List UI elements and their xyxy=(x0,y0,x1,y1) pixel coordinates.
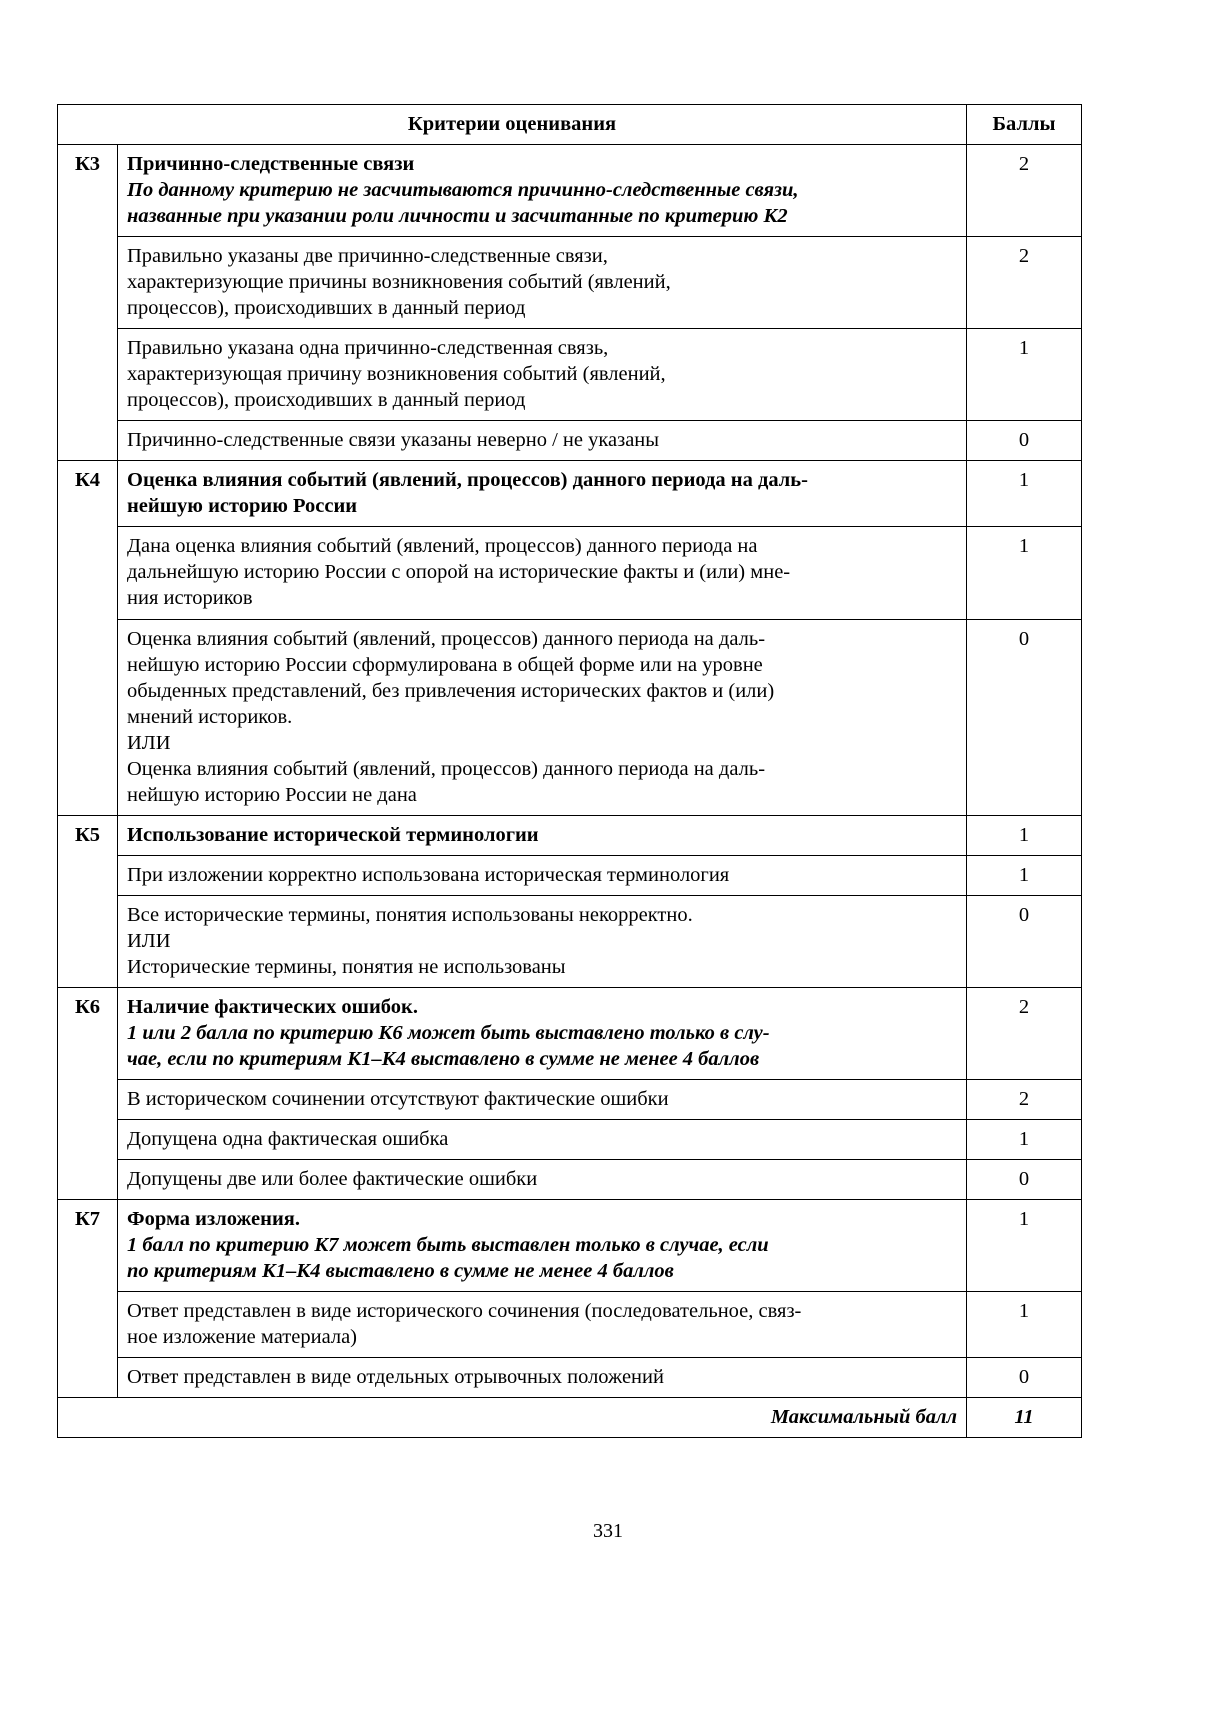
description-line: чае, если по критериям К1–К4 выставлено в сумме не менее 4 баллов xyxy=(127,1047,760,1070)
description-line: характеризующие причины возникновения событий (явлений, xyxy=(127,271,671,294)
description-line: процессов), происходивших в данный период xyxy=(127,389,526,412)
criterion-description xyxy=(118,461,967,527)
description-line: названные при указании роли личности и засчитанные по критерию К2 xyxy=(127,205,788,228)
table-row xyxy=(58,237,1082,329)
criterion-score: 1 xyxy=(967,1200,1082,1292)
criterion-code: К6 xyxy=(58,987,118,1199)
description-line: процессов), происходивших в данный период xyxy=(127,297,526,320)
table-row xyxy=(58,145,1082,237)
description-line: нейшую историю России не дана xyxy=(127,783,417,806)
criterion-score: 1 xyxy=(967,461,1082,527)
description-line: нейшую историю России сформулирована в общей форме или на уровне xyxy=(127,653,763,676)
criterion-score: 0 xyxy=(967,619,1082,815)
description-line: ИЛИ xyxy=(127,731,171,754)
description-line: Оценка влияния событий (явлений, процессов) данного периода на даль- xyxy=(127,757,766,780)
criterion-description xyxy=(118,1292,967,1358)
criterion-score: 0 xyxy=(967,1358,1082,1398)
table-row xyxy=(58,421,1082,461)
criterion-score: 1 xyxy=(967,329,1082,421)
description-line: Оценка влияния событий (явлений, процессов) данного периода на даль- xyxy=(127,469,808,492)
description-line: Ответ представлен в виде отдельных отрывочных положений xyxy=(127,1366,664,1389)
description-line: Правильно указана одна причинно-следственная связь, xyxy=(127,337,609,360)
description-line: Допущены две или более фактические ошибки xyxy=(127,1168,538,1191)
description-line: ИЛИ xyxy=(127,929,171,952)
total-score: 11 xyxy=(967,1398,1082,1438)
criterion-code: К4 xyxy=(58,461,118,815)
criterion-description xyxy=(118,237,967,329)
criterion-description xyxy=(118,329,967,421)
description-line: Допущена одна фактическая ошибка xyxy=(127,1128,449,1150)
criterion-score: 1 xyxy=(967,1292,1082,1358)
table-header xyxy=(58,105,1082,145)
criterion-score: 0 xyxy=(967,895,1082,987)
description-line: По данному критерию не засчитываются причинно-следственные связи, xyxy=(127,179,799,202)
description-line: обыденных представлений, без привлечения исторических фактов и (или) xyxy=(127,679,775,702)
description-line: характеризующая причину возникновения событий (явлений, xyxy=(127,363,666,386)
criterion-description xyxy=(118,619,967,815)
criterion-description xyxy=(118,1120,967,1160)
criterion-score: 0 xyxy=(967,1160,1082,1200)
description-line: дальнейшую историю России с опорой на исторические факты и (или) мне- xyxy=(127,561,791,584)
criterion-code: К5 xyxy=(58,815,118,987)
criterion-score: 1 xyxy=(967,815,1082,855)
description-line: Дана оценка влияния событий (явлений, процессов) данного периода на xyxy=(127,535,758,558)
criterion-description xyxy=(118,1079,967,1119)
criterion-description xyxy=(118,1200,967,1292)
table-row xyxy=(58,895,1082,987)
description-line: по критериям К1–К4 выставлено в сумме не менее 4 баллов xyxy=(127,1260,674,1283)
table-row xyxy=(58,987,1082,1079)
description-line: ния историков xyxy=(127,587,253,610)
criteria-table xyxy=(57,104,1082,1438)
table-row xyxy=(58,527,1082,619)
criterion-code: К3 xyxy=(58,145,118,461)
table-row xyxy=(58,1079,1082,1119)
description-line: Ответ представлен в виде исторического сочинения (последовательное, связ- xyxy=(127,1300,802,1323)
description-line: 1 балл по критерию К7 может быть выставлен только в случае, если xyxy=(127,1234,769,1257)
header-criteria: Критерии оценивания xyxy=(58,105,967,145)
description-line: мнений историков. xyxy=(127,705,293,728)
criterion-score: 1 xyxy=(967,527,1082,619)
table-row xyxy=(58,1292,1082,1358)
criterion-description xyxy=(118,1358,967,1398)
table-row xyxy=(58,815,1082,855)
criterion-description xyxy=(118,145,967,237)
criterion-code: К7 xyxy=(58,1200,118,1398)
description-line: Причинно-следственные связи xyxy=(127,153,415,176)
description-line: В историческом сочинении отсутствуют фактические ошибки xyxy=(127,1087,669,1110)
description-line: нейшую историю России xyxy=(127,495,358,518)
description-line: ное изложение материала) xyxy=(127,1326,358,1349)
description-line: Причинно-следственные связи указаны неверно / не указаны xyxy=(127,429,660,452)
description-line: Наличие фактических ошибок. xyxy=(127,995,418,1018)
criterion-score: 1 xyxy=(967,1120,1082,1160)
table-row xyxy=(58,329,1082,421)
criterion-description xyxy=(118,527,967,619)
table-row xyxy=(58,461,1082,527)
criteria-table-container xyxy=(57,104,1081,1438)
criterion-description xyxy=(118,855,967,895)
description-line: Использование исторической терминологии xyxy=(127,823,539,846)
criterion-score: 0 xyxy=(967,421,1082,461)
table-row xyxy=(58,619,1082,815)
description-line: При изложении корректно использована историческая терминология xyxy=(127,863,730,886)
criterion-description xyxy=(118,987,967,1079)
page-number: 331 xyxy=(593,1520,623,1542)
criterion-score: 2 xyxy=(967,1079,1082,1119)
total-label: Максимальный балл xyxy=(58,1398,967,1438)
table-row xyxy=(58,1200,1082,1292)
table-header-row xyxy=(58,105,1082,145)
description-line: Правильно указаны две причинно-следственные связи, xyxy=(127,245,608,268)
criterion-score: 2 xyxy=(967,987,1082,1079)
table-body xyxy=(58,145,1082,1438)
criterion-description xyxy=(118,1160,967,1200)
table-row xyxy=(58,1160,1082,1200)
criterion-description xyxy=(118,421,967,461)
criterion-score: 2 xyxy=(967,237,1082,329)
total-row xyxy=(58,1398,1082,1438)
criterion-description xyxy=(118,815,967,855)
table-row xyxy=(58,1358,1082,1398)
description-line: Исторические термины, понятия не использованы xyxy=(127,955,566,978)
criterion-score: 1 xyxy=(967,855,1082,895)
table-row xyxy=(58,1120,1082,1160)
description-line: 1 или 2 балла по критерию К6 может быть выставлено только в слу- xyxy=(127,1021,770,1044)
criterion-description xyxy=(118,895,967,987)
header-score: Баллы xyxy=(967,105,1082,145)
table-row xyxy=(58,855,1082,895)
description-line: Форма изложения. xyxy=(127,1208,300,1231)
description-line: Оценка влияния событий (явлений, процессов) данного периода на даль- xyxy=(127,627,766,650)
criterion-score: 2 xyxy=(967,145,1082,237)
description-line: Все исторические термины, понятия использованы некорректно. xyxy=(127,903,693,926)
